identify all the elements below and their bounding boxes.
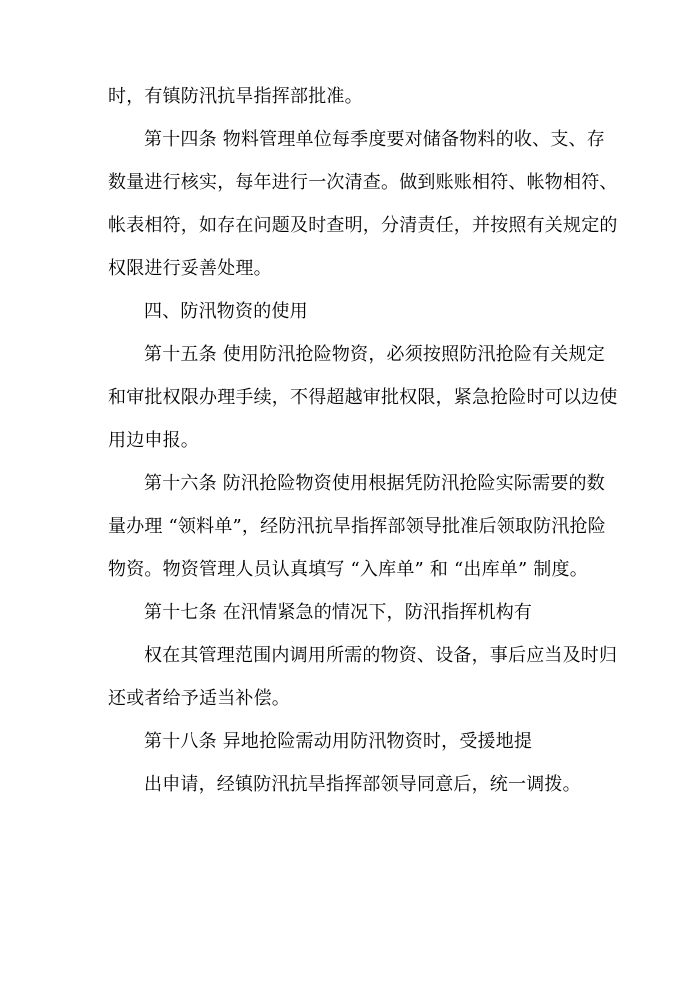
article-14-heading-line: 第十四条 物料管理单位每季度要对储备物料的收、支、存 <box>144 129 605 150</box>
section-heading: 四、防汛物资的使用 <box>144 301 308 322</box>
text-line: 用边申报。 <box>108 430 199 451</box>
article-18-heading-line: 第十八条 异地抢险需动用防汛物资时，受援地提 <box>144 731 533 752</box>
text-line: 权在其管理范围内调用所需的物资、设备，事后应当及时归 <box>144 645 618 666</box>
text-line: 数量进行核实，每年进行一次清查。做到账账相符、帐物相符、 <box>108 172 618 193</box>
text-line: 物资。物资管理人员认真填写 “入库单” 和 “出库单” 制度。 <box>108 559 588 580</box>
text-line: 时，有镇防汛抗旱指挥部批准。 <box>108 86 363 107</box>
text-line: 还或者给予适当补偿。 <box>108 688 290 709</box>
text-line: 出申请，经镇防汛抗旱指挥部领导同意后，统一调拨。 <box>144 774 581 795</box>
text-line: 和审批权限办理手续，不得超越审批权限，紧急抢险时可以边使 <box>108 387 618 408</box>
text-line: 量办理 “领料单”，经防汛抗旱指挥部领导批准后领取防汛抢险 <box>108 516 606 537</box>
text-line: 帐表相符，如存在问题及时查明，分清责任，并按照有关规定的 <box>108 215 618 236</box>
article-15-heading-line: 第十五条 使用防汛抢险物资，必须按照防汛抢险有关规定 <box>144 344 605 365</box>
article-17-heading-line: 第十七条 在汛情紧急的情况下，防汛指挥机构有 <box>144 602 533 623</box>
article-16-heading-line: 第十六条 防汛抢险物资使用根据凭防汛抢险实际需要的数 <box>144 473 605 494</box>
text-line: 权限进行妥善处理。 <box>108 258 272 279</box>
